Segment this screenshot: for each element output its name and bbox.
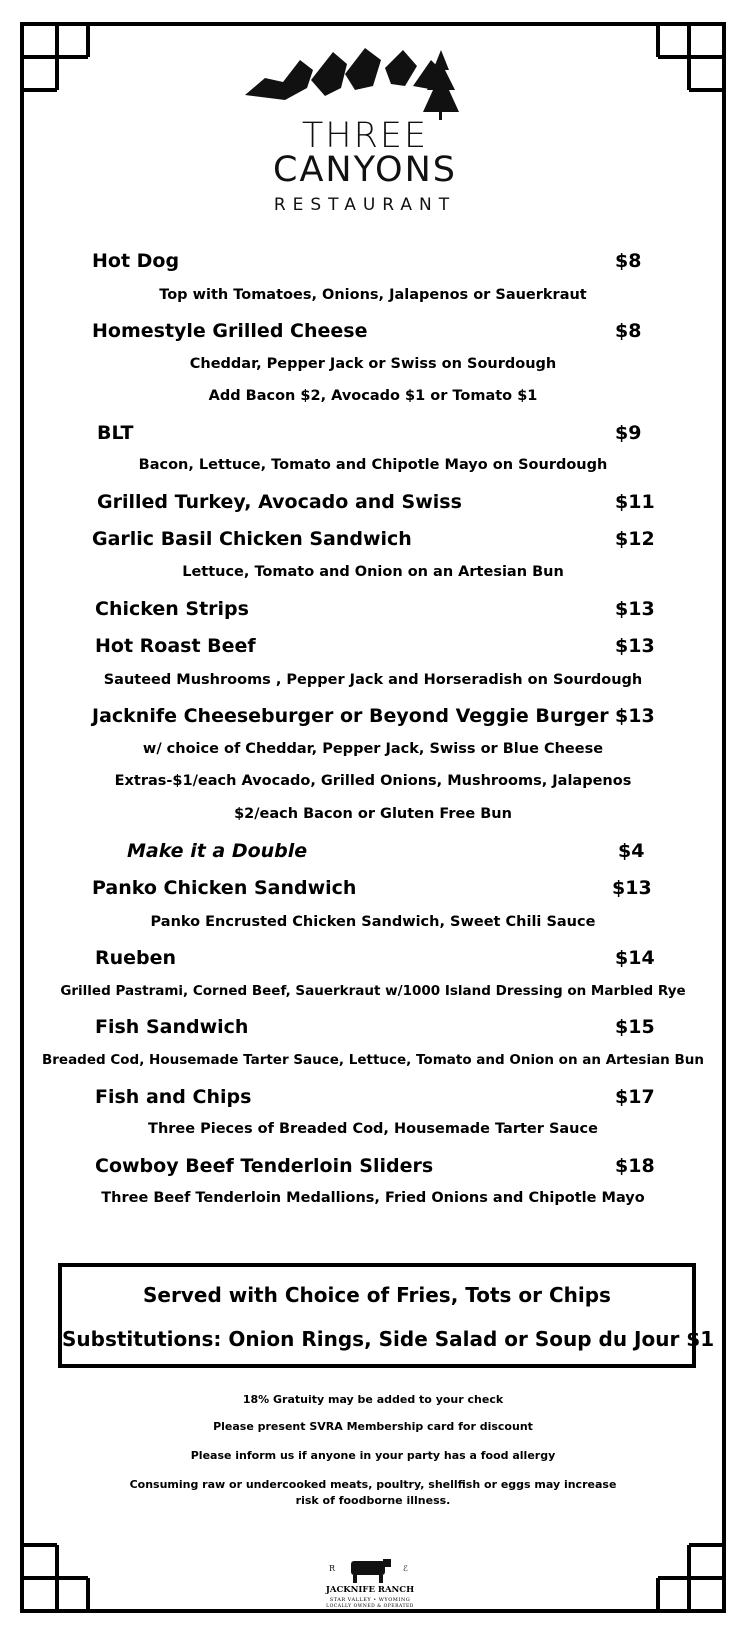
restaurant-logo — [245, 40, 485, 220]
menu-item-price: $12 — [615, 528, 655, 550]
jacknife-ranch-logo — [315, 1555, 425, 1610]
menu-item-description: $2/each Bacon or Gluten Free Bun — [234, 806, 512, 822]
menu-item-price: $17 — [615, 1086, 655, 1108]
menu-item-description: Bacon, Lettuce, Tomato and Chipotle Mayo on Sourdough — [138, 457, 608, 473]
note-gratuity: 18% Gratuity may be added to your check — [242, 1393, 504, 1406]
menu-item-name: Homestyle Grilled Cheese — [92, 320, 368, 342]
corner-ornament-bottom-right — [656, 1543, 726, 1613]
menu-item-price: $13 — [615, 635, 655, 657]
menu-item-name: Rueben — [95, 947, 177, 969]
sides-line-2: Substitutions: Onion Rings, Side Salad or Soup du Jour $1 — [62, 1327, 715, 1351]
logo-line-canyons: CANYONS — [273, 150, 457, 190]
sides-line-1: Served with Choice of Fries, Tots or Chips — [143, 1283, 611, 1307]
menu-item-description: Breaded Cod, Housemade Tarter Sauce, Lettuce, Tomato and Onion on an Artesian Bun — [41, 1052, 705, 1068]
mountain-pine-icon — [245, 40, 485, 120]
ranch-tagline: LOCALLY OWNED & OPERATED — [326, 1604, 414, 1609]
menu-item-description: w/ choice of Cheddar, Pepper Jack, Swiss or Blue Cheese — [142, 741, 604, 757]
menu-item-price: $18 — [615, 1155, 655, 1177]
menu-item-price: $11 — [615, 491, 655, 513]
menu-item-price: $13 — [615, 705, 655, 727]
logo-line-three: THREE — [301, 116, 429, 156]
menu-item-name: Fish Sandwich — [95, 1016, 249, 1038]
menu-item-price: $9 — [615, 422, 642, 444]
svg-text:R: R — [329, 1564, 336, 1573]
menu-item-name: Chicken Strips — [95, 598, 249, 620]
menu-item-name: Cowboy Beef Tenderloin Sliders — [95, 1155, 434, 1177]
menu-item-name: Make it a Double — [127, 840, 308, 862]
ranch-location: STAR VALLEY • WYOMING — [329, 1597, 411, 1603]
menu-item-description: Panko Encrusted Chicken Sandwich, Sweet Chili Sauce — [150, 914, 596, 930]
menu-item-name: Grilled Turkey, Avocado and Swiss — [97, 491, 462, 513]
menu-item-name: Panko Chicken Sandwich — [92, 877, 357, 899]
menu-item-name: Fish and Chips — [95, 1086, 252, 1108]
ranch-name: JACKNIFE RANCH — [325, 1585, 415, 1595]
sides-box — [58, 1263, 715, 1368]
menu-item-price: $13 — [615, 598, 655, 620]
menu-item-price: $15 — [615, 1016, 655, 1038]
corner-ornament-bottom-left — [20, 1543, 90, 1613]
note-allergy: Please inform us if anyone in your party has a food allergy — [190, 1449, 556, 1462]
menu-item-description: Three Beef Tenderloin Medallions, Fried Onions and Chipotle Mayo — [101, 1190, 645, 1206]
menu-item-name: Garlic Basil Chicken Sandwich — [92, 528, 412, 550]
menu-item-description: Add Bacon $2, Avocado $1 or Tomato $1 — [208, 388, 538, 404]
cattle-icon — [315, 1555, 425, 1585]
menu-item-description: Top with Tomatoes, Onions, Jalapenos or Sauerkraut — [159, 287, 587, 303]
menu-item-price: $13 — [612, 877, 652, 899]
menu-item-name: Hot Roast Beef — [95, 635, 256, 657]
corner-ornament-top-left — [20, 22, 90, 92]
svg-text:ℰ: ℰ — [403, 1564, 408, 1573]
menu-item-name: Jacknife Cheeseburger or Beyond Veggie Burger — [92, 705, 609, 727]
note-membership: Please present SVRA Membership card for discount — [213, 1420, 533, 1433]
menu-item-description: Grilled Pastrami, Corned Beef, Sauerkraut w/1000 Island Dressing on Marbled Rye — [60, 983, 686, 999]
note-raw-food-warning: Consuming raw or undercooked meats, poultry, shellfish or eggs may increase risk of foodborne illness. — [129, 1478, 617, 1507]
menu-item-description: Lettuce, Tomato and Onion on an Artesian Bun — [182, 564, 564, 580]
menu-item-description: Cheddar, Pepper Jack or Swiss on Sourdough — [189, 356, 557, 372]
menu-item-price: $8 — [615, 250, 642, 272]
menu-item-description: Three Pieces of Breaded Cod, Housemade Tarter Sauce — [148, 1121, 598, 1137]
menu-item-description: Sauteed Mushrooms , Pepper Jack and Horseradish on Sourdough — [103, 672, 643, 688]
logo-line-restaurant: RESTAURANT — [273, 195, 457, 215]
menu-item-price: $14 — [615, 947, 655, 969]
menu-item-name: Hot Dog — [92, 250, 180, 272]
menu-item-name: BLT — [97, 422, 134, 444]
corner-ornament-top-right — [656, 22, 726, 92]
menu-item-description: Extras-$1/each Avocado, Grilled Onions, Mushrooms, Jalapenos — [114, 773, 632, 789]
menu-item-price: $8 — [615, 320, 642, 342]
menu-item-price: $4 — [618, 840, 645, 862]
